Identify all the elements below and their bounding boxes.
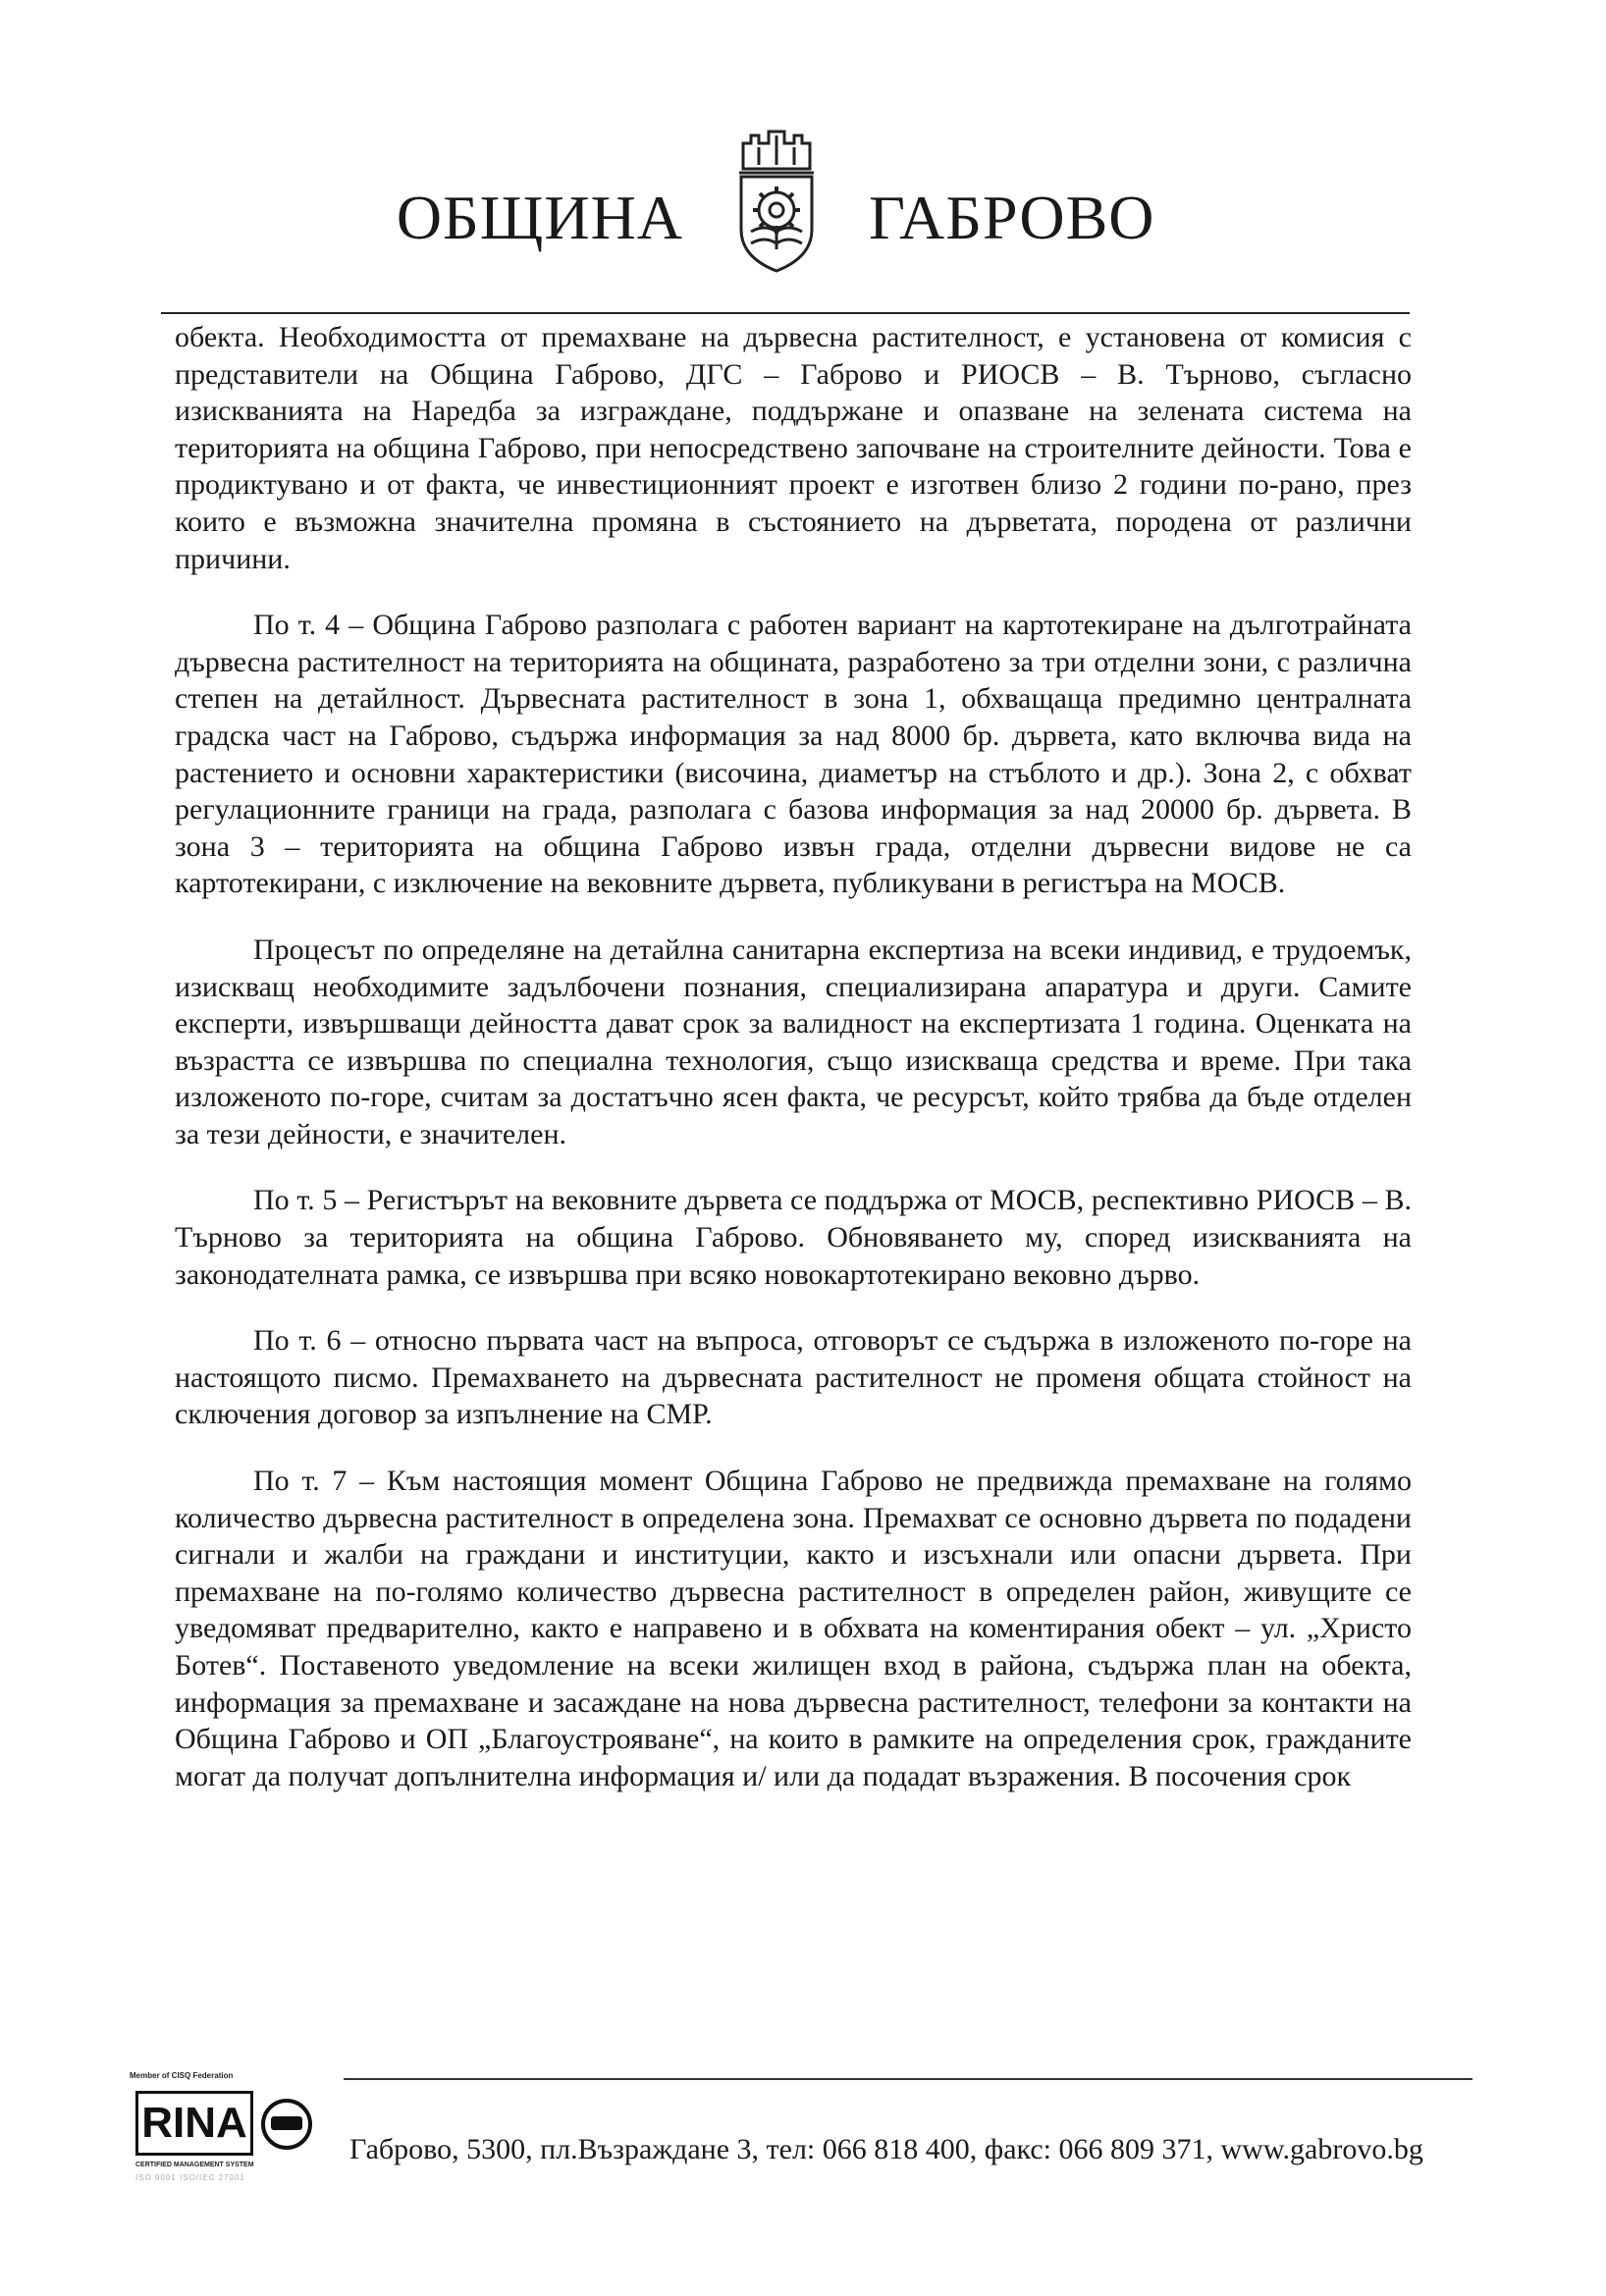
- letterhead-left-word: ОБЩИНА: [396, 183, 683, 252]
- certified-caption: CERTIFIED MANAGEMENT SYSTEM: [135, 2162, 254, 2168]
- rina-wordmark: RINA: [135, 2091, 253, 2156]
- letterhead-right-word: ГАБРОВО: [869, 183, 1155, 252]
- member-caption: Member of CISQ Federation: [130, 2071, 234, 2080]
- rina-certification-logo: [124, 2071, 320, 2189]
- paragraph-point-4: По т. 4 – Община Габрово разполага с работен вариант на картотекиране на дълготрайната дървесна растителност на територията на общината, разработено за три отделни зони, с различна степен на детайлност. Дървесната растителност в зона 1, обхващаща предимно централната градска част на Габрово, съдържа информация за над 8000 бр. дървета, като включва вида на растението и основни характеристики (височина, диаметър на стъблото и др.). Зона 2, с обхват регулационните граници на града, разполага с базова информация за над 20000 бр. дървета. В зона 3 – територията на община Габрово извън града, отделни дървесни видове не са картотекирани, с изключение на вековните дървета, публикувани в регистъра на МОСВ.: [175, 609, 1412, 900]
- iso-caption: ISO 9001 ISO/IEC 27001: [135, 2173, 245, 2182]
- municipal-coat-of-arms-icon: [729, 122, 824, 279]
- footer-contact: Габрово, 5300, пл.Възраждане 3, тел: 066 818 400, факс: 066 809 371, www.gabrovo.bg: [349, 2133, 1423, 2165]
- footer-divider: [344, 2078, 1472, 2080]
- paragraph-point-6: По т. 6 – относно първата част на въпроса, отговорът се съдържа в изложеното по-горе на настоящото писмо. Премахването на дървесната растителност не променя общата стойност на сключения договор за изпълнение на СМР.: [175, 1324, 1412, 1431]
- certification-ring-icon: [261, 2099, 312, 2150]
- paragraph-continuation: обекта. Необходимостта от премахване на дървесна растителност, е установена от комисия с представители на Община Габрово, ДГС – Габрово и РИОСВ – В. Търново, съгласно изискванията на Наредба за изграждане, поддържане и опазване на зелената система на територията на община Габрово, при непосредствено започване на строителните дейности. Това е продиктувано и от факта, че инвестиционният проект е изготвен близо 2 години по-рано, през които е възможна значителна промяна в състоянието на дърветата, породена от различни причини.: [175, 321, 1412, 575]
- header-divider: [161, 312, 1410, 314]
- letterhead: [0, 108, 1606, 294]
- paragraph-point-7: По т. 7 – Към настоящия момент Община Габрово не предвижда премахване на голямо количество дървесна растителност в определена зона. Премахват се основно дървета по подадени сигнали и жалби на граждани и институции, както и изсъхнали или опасни дървета. При премахване на по-голямо количество дървесна растителност в определен район, живущите се уведомяват предварително, както е направено и в обхвата на коментирания обект – ул. „Христо Ботев“. Поставеното уведомление на всеки жилищен вход в района, съдържа план на обекта, информация за премахване и засаждане на нова дървесна растителност, телефони за контакти на Община Габрово и ОП „Благоустрояване“, на които в рамките на определения срок, гражданите могат да получат допълнителна информация и/ или да подадат възражения. В посочения срок: [175, 1465, 1412, 1792]
- letter-body: [175, 319, 1412, 1824]
- paragraph-expertise: Процесът по определяне на детайлна санитарна експертиза на всеки индивид, е трудоемък, изискващ необходимите задълбочени познания, специализирана апаратура и други. Самите експерти, извършващи дейността дават срок за валидност на експертизата 1 година. Оценката на възрастта се извършва по специална технология, също изискваща средства и време. При така изложеното по-горе, считам за достатъчно ясен факта, че ресурсът, който трябва да бъде отделен за тези дейности, е значителен.: [175, 933, 1412, 1150]
- paragraph-point-5: По т. 5 – Регистърът на вековните дървета се поддържа от МОСВ, респективно РИОСВ – В. Търново за територията на община Габрово. Обновяването му, според изискванията на законодателната рамка, се извършва при всяко новокартотекирано вековно дърво.: [175, 1184, 1412, 1291]
